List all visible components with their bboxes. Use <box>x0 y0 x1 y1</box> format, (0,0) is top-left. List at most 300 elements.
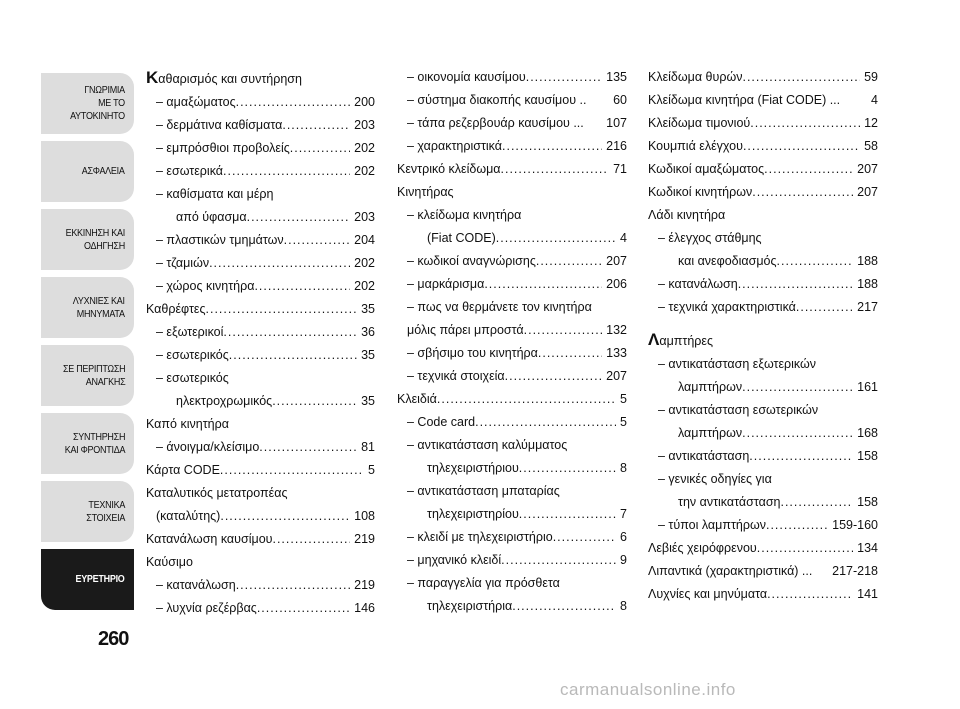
index-page-ref[interactable]: 206 <box>606 277 627 291</box>
section-tab[interactable] <box>41 209 134 270</box>
index-initial-letter: Λ <box>648 330 660 349</box>
index-page-ref[interactable]: 158 <box>857 449 878 463</box>
dot-leader <box>220 459 364 482</box>
index-page-ref[interactable]: 146 <box>354 601 375 615</box>
index-entry <box>146 298 375 321</box>
index-page-ref[interactable]: 207 <box>857 162 878 176</box>
index-term: – αντικατάσταση μπαταρίας <box>407 484 560 498</box>
dot-leader <box>229 413 371 436</box>
index-page-ref[interactable] <box>371 551 375 574</box>
index-term: (Fiat CODE) <box>427 231 496 245</box>
index-entry <box>648 583 878 606</box>
index-page-ref[interactable] <box>371 66 375 91</box>
index-entry <box>397 388 627 411</box>
index-term: Κλείδωμα κινητήρα (Fiat CODE) ... <box>648 93 841 107</box>
index-page-ref[interactable]: 202 <box>354 256 375 270</box>
dot-leader <box>738 273 853 296</box>
index-term: Καταλυτικός μετατροπέας <box>146 486 288 500</box>
index-entry <box>146 183 375 206</box>
dot-leader <box>772 468 874 491</box>
index-term: τηλεχειριστήρια <box>427 599 513 613</box>
dot-leader <box>586 89 609 112</box>
index-entry <box>648 158 878 181</box>
index-entry <box>648 445 878 468</box>
dot-leader <box>777 250 854 273</box>
dot-leader <box>505 365 602 388</box>
index-page-ref[interactable]: 71 <box>613 162 627 176</box>
section-tab-label: ΓΝΩΡΙΜΙΑ ΜΕ ΤΟ ΑΥΤΟΚΙΝΗΤΟ <box>70 85 125 122</box>
dot-leader <box>757 537 853 560</box>
index-term: – τεχνικά χαρακτηριστικά <box>658 300 796 314</box>
index-term: – καθίσματα και μέρη <box>156 187 274 201</box>
index-entry <box>146 390 375 413</box>
dot-leader <box>229 367 371 390</box>
index-term: – γενικές οδηγίες για <box>658 472 772 486</box>
index-page-ref[interactable] <box>371 183 375 206</box>
dot-leader <box>560 480 623 503</box>
index-page-ref[interactable]: 5 <box>620 392 627 406</box>
index-page-ref[interactable]: 188 <box>857 277 878 291</box>
dot-leader <box>284 229 351 252</box>
index-page-ref[interactable]: 158 <box>857 495 878 509</box>
index-entry <box>146 413 375 436</box>
dot-leader <box>840 89 867 112</box>
index-entry <box>648 66 878 89</box>
index-entry <box>397 181 627 204</box>
index-page-ref[interactable] <box>874 204 878 227</box>
index-term: – σύστημα διακοπής καυσίμου .. <box>407 93 587 107</box>
index-entry <box>397 434 627 457</box>
dot-leader <box>742 422 853 445</box>
section-tab-label: ΕΚΚΙΝΗΣΗ ΚΑΙ ΟΔΗΓΗΣΗ <box>65 227 125 252</box>
index-term: – αντικατάσταση <box>658 449 750 463</box>
index-entry <box>648 491 878 514</box>
index-entry <box>397 89 627 112</box>
index-term: Κουμπιά ελέγχου <box>648 139 743 153</box>
section-tab[interactable] <box>41 141 134 202</box>
index-entry <box>397 296 627 319</box>
index-page-ref[interactable]: 216 <box>606 139 627 153</box>
index-page-ref[interactable]: 6 <box>620 530 627 544</box>
index-entry <box>146 574 375 597</box>
index-term: – κατανάλωση <box>156 578 236 592</box>
index-page-ref[interactable]: 8 <box>620 461 627 475</box>
index-entry <box>397 365 627 388</box>
index-page-ref[interactable]: 200 <box>354 95 375 109</box>
section-tab[interactable] <box>41 73 134 134</box>
index-entry <box>648 181 878 204</box>
index-term: – εμπρόσθιοι προβολείς <box>156 141 290 155</box>
index-page-ref[interactable]: 135 <box>606 70 627 84</box>
index-page-ref[interactable]: 159-160 <box>832 518 878 532</box>
index-page-ref[interactable]: 35 <box>361 302 375 316</box>
index-term: τηλεχειριστηρίου <box>427 507 519 521</box>
index-page-ref[interactable]: 12 <box>864 116 878 130</box>
dot-leader <box>713 328 874 353</box>
index-entry <box>146 206 375 229</box>
index-entry <box>648 273 878 296</box>
index-entry <box>397 250 627 273</box>
index-entry <box>397 319 627 342</box>
index-term: Κάρτα CODE <box>146 463 220 477</box>
index-entry <box>648 204 878 227</box>
index-term: από ύφασμα <box>176 210 247 224</box>
index-column-1 <box>146 66 375 620</box>
index-entry <box>397 457 627 480</box>
index-entry <box>146 505 375 528</box>
section-tab[interactable] <box>41 481 134 542</box>
page-number: 260 <box>98 628 129 650</box>
index-term: την αντικατάσταση <box>678 495 781 509</box>
dot-leader <box>475 411 616 434</box>
index-page-ref[interactable]: 5 <box>368 463 375 477</box>
dot-leader <box>818 399 874 422</box>
index-term: – τζαμιών <box>156 256 210 270</box>
index-term: Λάδι κινητήρα <box>648 208 726 222</box>
section-tab[interactable] <box>41 549 134 610</box>
index-term: Κινητήρας <box>397 185 454 199</box>
index-term: Κεντρικό κλείδωμα <box>397 162 501 176</box>
index-term: – τεχνικά στοιχεία <box>407 369 505 383</box>
index-term: Καύσιμο <box>146 555 193 569</box>
index-page-ref[interactable]: 9 <box>620 553 627 567</box>
index-page-ref[interactable] <box>874 353 878 376</box>
index-term: – εξωτερικοί <box>156 325 224 339</box>
index-term: Κλείδωμα τιμονιού <box>648 116 751 130</box>
dot-leader <box>816 353 874 376</box>
index-term: – αντικατάσταση καλύμματος <box>407 438 568 452</box>
index-term: – δερμάτινα καθίσματα <box>156 118 283 132</box>
dot-leader <box>812 560 828 583</box>
dot-leader <box>223 321 357 344</box>
index-term: και ανεφοδιασμός <box>678 254 777 268</box>
dot-leader <box>512 595 616 618</box>
index-page-ref[interactable]: 141 <box>857 587 878 601</box>
index-page-ref[interactable] <box>623 572 627 595</box>
index-entry <box>146 160 375 183</box>
index-entry <box>648 296 878 319</box>
index-entry <box>648 422 878 445</box>
section-tab[interactable] <box>41 345 134 406</box>
index-entry <box>146 114 375 137</box>
dot-leader <box>501 549 616 572</box>
dot-leader <box>236 91 351 114</box>
index-heading-text <box>146 66 302 91</box>
index-entry <box>146 321 375 344</box>
index-page-ref[interactable]: 204 <box>354 233 375 247</box>
index-column-3 <box>648 66 878 606</box>
dot-leader <box>257 597 350 620</box>
index-term: (καταλύτης) <box>156 509 221 523</box>
dot-leader <box>743 135 860 158</box>
dot-leader <box>209 252 350 275</box>
dot-leader <box>526 66 602 89</box>
index-entry <box>146 482 375 505</box>
index-entry <box>648 399 878 422</box>
index-entry <box>648 89 878 112</box>
dot-leader <box>725 204 874 227</box>
dot-leader <box>749 445 853 468</box>
index-page-ref[interactable]: 132 <box>606 323 627 337</box>
dot-leader <box>780 491 853 514</box>
index-term: Λεβιές χειρόφρενου <box>648 541 757 555</box>
dot-leader <box>272 528 350 551</box>
section-tab-label: ΣΕ ΠΕΡΙΠΤΩΣΗ ΑΝΑΓΚΗΣ <box>62 363 125 388</box>
index-page-ref[interactable]: 202 <box>354 279 375 293</box>
dot-leader <box>742 376 853 399</box>
index-term: – εσωτερικός <box>156 371 229 385</box>
index-page-ref[interactable] <box>874 468 878 491</box>
index-page-ref[interactable]: 35 <box>361 348 375 362</box>
section-tab-label: ΑΣΦΑΛΕΙΑ <box>82 166 125 177</box>
dot-leader <box>560 572 623 595</box>
index-entry <box>648 560 878 583</box>
dot-leader <box>536 250 602 273</box>
index-term: αμπτήρες <box>659 334 713 348</box>
index-page-ref[interactable]: 219 <box>354 532 375 546</box>
index-page-ref[interactable]: 203 <box>354 118 375 132</box>
index-term: λαμπτήρων <box>678 380 743 394</box>
dot-leader <box>193 551 371 574</box>
index-page-ref[interactable]: 207 <box>606 254 627 268</box>
index-page-ref[interactable]: 168 <box>857 426 878 440</box>
index-entry <box>397 112 627 135</box>
index-term: – τάπα ρεζερβουάρ καυσίμου ... <box>407 116 584 130</box>
index-term: – τύποι λαμπτήρων <box>658 518 766 532</box>
index-term: – παραγγελία για πρόσθετα <box>407 576 560 590</box>
index-term: – χώρος κινητήρα <box>156 279 255 293</box>
index-term: – κλείδωμα κινητήρα <box>407 208 522 222</box>
index-entry <box>397 273 627 296</box>
index-term: Κλείδωμα θυρών <box>648 70 743 84</box>
index-term: τηλεχειριστήριου <box>427 461 519 475</box>
index-page-ref[interactable]: 36 <box>361 325 375 339</box>
dot-leader <box>437 388 616 411</box>
index-page-ref[interactable]: 202 <box>354 141 375 155</box>
index-term: – κωδικοί αναγνώρισης <box>407 254 536 268</box>
index-entry <box>146 551 375 574</box>
index-heading-text <box>648 328 713 353</box>
dot-leader <box>521 204 623 227</box>
index-entry <box>397 526 627 549</box>
dot-leader <box>592 296 623 319</box>
index-term: – αμαξώματος <box>156 95 236 109</box>
index-page-ref[interactable]: 107 <box>606 116 627 130</box>
dot-leader <box>274 183 372 206</box>
index-page-ref[interactable] <box>623 434 627 457</box>
index-page-ref[interactable]: 4 <box>620 231 627 245</box>
index-term: – μαρκάρισμα <box>407 277 485 291</box>
dot-leader <box>236 574 350 597</box>
index-page-ref[interactable] <box>371 413 375 436</box>
dot-leader <box>752 181 853 204</box>
index-term: Κωδικοί αμαξώματος <box>648 162 765 176</box>
dot-leader <box>796 296 853 319</box>
index-page-ref[interactable] <box>874 399 878 422</box>
index-entry <box>397 595 627 618</box>
index-term: – λυχνία ρεζέρβας <box>156 601 257 615</box>
index-entry <box>397 66 627 89</box>
index-page-ref[interactable]: 202 <box>354 164 375 178</box>
dot-leader <box>229 344 357 367</box>
index-page-ref[interactable] <box>874 328 878 353</box>
index-term: Καπό κινητήρα <box>146 417 229 431</box>
index-page-ref[interactable]: 188 <box>857 254 878 268</box>
dot-leader <box>272 390 357 413</box>
index-entry <box>146 528 375 551</box>
index-term: – αντικατάσταση εξωτερικών <box>658 357 817 371</box>
index-page-ref[interactable]: 203 <box>354 210 375 224</box>
section-tab-label: ΕΥΡΕΤΗΡΙΟ <box>75 574 125 585</box>
index-entry <box>397 549 627 572</box>
index-term: Λιπαντικά (χαρακτηριστικά) ... <box>648 564 813 578</box>
index-entry <box>648 227 878 250</box>
index-page-ref[interactable]: 217 <box>857 300 878 314</box>
index-entry <box>146 367 375 390</box>
index-entry <box>397 135 627 158</box>
index-entry <box>397 503 627 526</box>
dot-leader <box>454 181 623 204</box>
index-page-ref[interactable] <box>371 367 375 390</box>
index-page-ref[interactable]: 81 <box>361 440 375 454</box>
index-page-ref[interactable]: 161 <box>857 380 878 394</box>
index-page-ref[interactable]: 7 <box>620 507 627 521</box>
index-entry <box>648 250 878 273</box>
index-entry <box>397 204 627 227</box>
dot-leader <box>302 66 371 91</box>
dot-leader <box>553 526 616 549</box>
index-entry <box>146 229 375 252</box>
index-letter-heading <box>648 328 878 353</box>
index-entry <box>146 137 375 160</box>
section-tab[interactable] <box>41 413 134 474</box>
index-page-ref[interactable] <box>623 296 627 319</box>
dot-leader <box>519 457 616 480</box>
index-term: – οικονομία καυσίμου <box>407 70 526 84</box>
dot-leader <box>750 112 860 135</box>
index-term: – μηχανικό κλειδί <box>407 553 502 567</box>
index-page-ref[interactable]: 58 <box>864 139 878 153</box>
index-page-ref[interactable] <box>874 227 878 250</box>
index-term: Κωδικοί κινητήρων <box>648 185 753 199</box>
dot-leader <box>764 158 853 181</box>
index-page-ref[interactable]: 8 <box>620 599 627 613</box>
index-term: Καθρέφτες <box>146 302 206 316</box>
dot-leader <box>247 206 351 229</box>
index-entry <box>146 597 375 620</box>
dot-leader <box>519 503 616 526</box>
index-page-ref[interactable]: 207 <box>606 369 627 383</box>
index-column-2 <box>397 66 627 618</box>
index-entry <box>648 514 878 537</box>
index-term: – κλειδί με τηλεχειριστήριο <box>407 530 553 544</box>
index-page-ref[interactable]: 59 <box>864 70 878 84</box>
dot-leader <box>766 514 828 537</box>
index-entry <box>397 572 627 595</box>
index-entry <box>397 480 627 503</box>
index-entry <box>146 91 375 114</box>
index-term: – πως να θερμάνετε τον κινητήρα <box>407 300 592 314</box>
index-entry <box>146 252 375 275</box>
dot-leader <box>502 135 602 158</box>
dot-leader <box>254 275 350 298</box>
spacer <box>648 319 878 328</box>
index-page-ref[interactable]: 108 <box>354 509 375 523</box>
index-term: μόλις πάρει μπροστά <box>407 323 524 337</box>
index-term: – χαρακτηριστικά <box>407 139 502 153</box>
section-tab[interactable] <box>41 277 134 338</box>
index-page-ref[interactable] <box>623 181 627 204</box>
dot-leader <box>501 158 610 181</box>
dot-leader <box>223 160 350 183</box>
index-entry <box>397 227 627 250</box>
index-page-ref[interactable] <box>371 482 375 505</box>
index-entry <box>397 158 627 181</box>
index-term: – κατανάλωση <box>658 277 738 291</box>
index-entry <box>397 342 627 365</box>
dot-leader <box>524 319 603 342</box>
index-page-ref[interactable]: 207 <box>857 185 878 199</box>
dot-leader <box>220 505 350 528</box>
index-term: – εσωτερικός <box>156 348 229 362</box>
index-entry <box>648 112 878 135</box>
index-term: αθαρισμός και συντήρηση <box>158 72 302 86</box>
index-term: Λυχνίες και μηνύματα <box>648 587 768 601</box>
section-sidebar <box>41 73 134 617</box>
index-entry <box>146 459 375 482</box>
dot-leader <box>567 434 623 457</box>
section-tab-label: ΛΥΧΝΙΕΣ ΚΑΙ ΜΗΝΥΜΑΤΑ <box>73 295 125 320</box>
index-page-ref[interactable]: 4 <box>871 93 878 107</box>
index-entry <box>146 436 375 459</box>
index-entry <box>397 411 627 434</box>
index-page-ref[interactable]: 217-218 <box>832 564 878 578</box>
index-entry <box>146 275 375 298</box>
index-entry <box>146 344 375 367</box>
index-page-ref[interactable]: 219 <box>354 578 375 592</box>
index-page-ref[interactable]: 134 <box>857 541 878 555</box>
index-page-ref[interactable] <box>623 480 627 503</box>
index-page-ref[interactable]: 5 <box>620 415 627 429</box>
index-term: – σβήσιμο του κινητήρα <box>407 346 538 360</box>
dot-leader <box>496 227 616 250</box>
index-initial-letter: Κ <box>146 68 159 87</box>
index-page-ref[interactable]: 35 <box>361 394 375 408</box>
index-term: λαμπτήρων <box>678 426 743 440</box>
index-term: – Code card <box>407 415 476 429</box>
index-entry <box>648 468 878 491</box>
index-term: – έλεγχος στάθμης <box>658 231 762 245</box>
index-page-ref[interactable]: 133 <box>606 346 627 360</box>
index-term: Κατανάλωση καυσίμου <box>146 532 273 546</box>
index-page-ref[interactable] <box>623 204 627 227</box>
index-term: Κλειδιά <box>397 392 437 406</box>
index-term: – εσωτερικά <box>156 164 224 178</box>
index-page-ref[interactable]: 60 <box>613 93 627 107</box>
dot-leader <box>584 112 602 135</box>
index-term: – αντικατάσταση εσωτερικών <box>658 403 819 417</box>
index-entry <box>648 135 878 158</box>
index-entry <box>648 376 878 399</box>
index-term: – άνοιγμα/κλείσιμο <box>156 440 260 454</box>
dot-leader <box>484 273 602 296</box>
dot-leader <box>206 298 358 321</box>
dot-leader <box>742 66 860 89</box>
index-term: ηλεκτροχρωμικός <box>176 394 273 408</box>
index-letter-heading <box>146 66 375 91</box>
watermark: carmanualsonline.info <box>560 680 736 699</box>
section-tab-label: ΣΥΝΤΗΡΗΣΗ ΚΑΙ ΦΡΟΝΤΙΔΑ <box>64 431 125 456</box>
